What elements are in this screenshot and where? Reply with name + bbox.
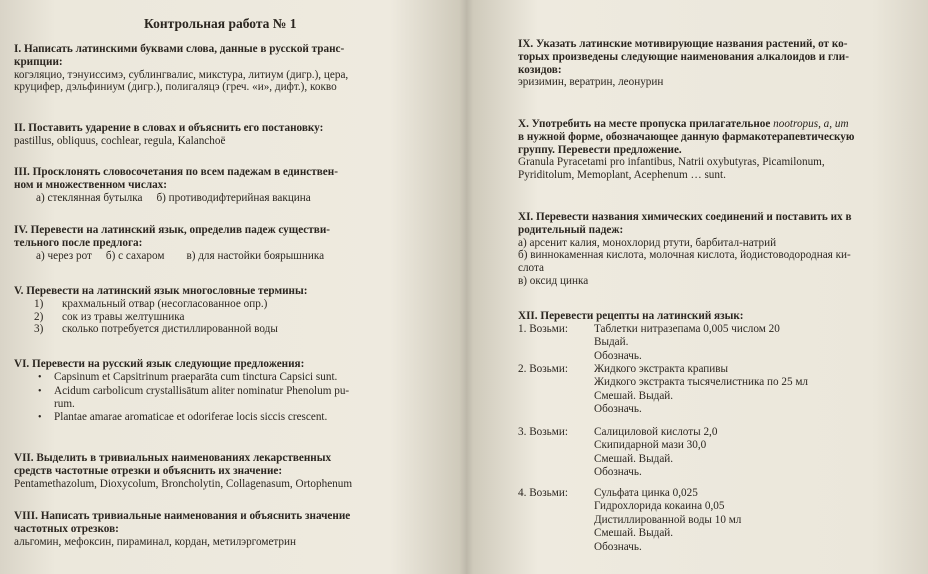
task-10-sentence-line1: Granula Pyracetami pro infantibus, Natrii oxybutyras, Picamilonum, xyxy=(518,156,825,169)
task-7-heading: VII. Выделить в тривиальных наименованиях лекарственных xyxy=(14,452,332,464)
task-7 xyxy=(14,452,446,490)
task-12-heading-block xyxy=(518,310,922,323)
prescription-2: 2. Возьми: Жидкого экстракта крапивы Жидкого экстракта тысячелистника по 25 мл Смешай. Выдай. Обозначь. xyxy=(518,363,809,416)
task-4 xyxy=(14,224,446,262)
task-3 xyxy=(14,166,446,204)
task-3-item-a: а) стеклянная бутылка xyxy=(36,191,143,204)
task-10-sentence-line2: Pyriditolum, Memoplant, Acephenum … sunt. xyxy=(518,169,726,182)
task-5-item-3: 3) сколько потребуется дистиллированной воды xyxy=(34,323,278,336)
prescription-3-label: 3. Возьми: xyxy=(518,426,568,438)
right-page xyxy=(518,0,922,574)
prescription-2-label: 2. Возьми: xyxy=(518,363,568,375)
task-10-heading-cont2: группу. Перевести предложение. xyxy=(518,143,682,156)
task-11-heading: XI. Перевести названия химических соединений и поставить их в xyxy=(518,211,852,223)
task-1-words-line2: круцифер, дэльфиниум (дигр.), полигаляцэ (греч. «и», дифт.), кокво xyxy=(14,81,337,94)
prescription-3: 3. Возьми: Салициловой кислоты 2,0 Скипидарной мази 30,0 Смешай. Выдай. Обозначь. xyxy=(518,426,718,479)
task-11-heading-cont: родительный падеж: xyxy=(518,223,624,236)
task-4-item-b: б) с сахаром xyxy=(105,249,165,262)
task-8-heading-cont: частотных отрезков: xyxy=(14,522,119,535)
task-9-heading-cont2: козидов: xyxy=(518,63,562,76)
task-7-words: Pentamethazolum, Dioxycolum, Broncholytin, Collagenasum, Ortophenum xyxy=(14,477,353,490)
bullet-icon: • xyxy=(38,371,42,383)
task-9-heading: IX. Указать латинские мотивирующие названия растений, от ко- xyxy=(518,38,848,50)
task-9 xyxy=(518,38,922,89)
task-6-item-2-cont: rum. xyxy=(54,398,75,411)
task-11 xyxy=(518,211,922,288)
task-6-heading: VI. Перевести на русский язык следующие предложения: xyxy=(14,358,305,370)
task-5-item-1: 1) крахмальный отвар (несогласованное опр.) xyxy=(34,297,268,310)
prescription-1-label: 1. Возьми: xyxy=(518,323,568,335)
task-10-heading-cont: в нужной форме, обозначающее данную фармакотерапевтическую xyxy=(518,130,855,143)
task-1 xyxy=(14,43,446,94)
task-6-item-1: • Capsinum et Capsitrinum praeparāta cum tinctura Capsici sunt. xyxy=(38,370,338,383)
task-10 xyxy=(518,118,922,182)
task-12-heading: XII. Перевести рецепты на латинский язык: xyxy=(518,310,744,322)
task-1-heading-cont: крипции: xyxy=(14,55,63,68)
task-11-item-a: а) арсенит калия, монохлорид ртути, барбитал-натрий xyxy=(518,236,777,249)
prescription-4-label: 4. Возьми: xyxy=(518,487,568,499)
task-3-item-b: б) противодифтерийная вакцина xyxy=(156,191,311,204)
task-4-heading: IV. Перевести на латинский язык, определив падеж существи- xyxy=(14,224,330,236)
task-5-heading: V. Перевести на латинский язык многословные термины: xyxy=(14,285,308,297)
task-11-item-c: в) оксид цинка xyxy=(518,274,589,287)
task-6-item-2: • Acidum carbolicum crystallisātum aliter nominatur Phenolum pu- xyxy=(38,384,350,397)
task-2-words: pastillus, obliquus, cochlear, regula, Kalanchoë xyxy=(14,134,226,147)
task-3-items xyxy=(14,192,446,205)
task-4-items xyxy=(14,250,446,263)
bullet-icon: • xyxy=(38,385,42,397)
task-8-words: альгомин, мефоксин, пираминал, кордан, метилэргометрин xyxy=(14,535,297,548)
task-3-heading-cont: ном и множественном числах: xyxy=(14,178,168,191)
task-6-item-3: • Plantae amarae aromaticae et odoriferae locis siccis crescent. xyxy=(38,411,328,424)
page-title: Контрольная работа № 1 xyxy=(144,16,297,31)
task-4-item-a: а) через рот xyxy=(36,249,92,262)
task-9-heading-cont: торых произведены следующие наименования алкалоидов и гли- xyxy=(518,50,849,63)
task-11-item-b: б) виннокаменная кислота, молочная кислота, йодистоводородная ки- xyxy=(518,249,851,262)
task-3-heading: III. Просклонять словосочетания по всем падежам в единствен- xyxy=(14,166,338,178)
task-8 xyxy=(14,510,446,548)
task-10-adjective: nootropus, a, um xyxy=(773,118,849,130)
task-1-heading: I. Написать латинскими буквами слова, данные в русской транс- xyxy=(14,43,345,55)
task-7-heading-cont: средств частотные отрезки и объяснить их значение: xyxy=(14,464,283,477)
task-9-words: эризимин, вератрин, леонурин xyxy=(518,76,664,89)
prescription-4: 4. Возьми: Сульфата цинка 0,025 Гидрохлорида кокаина 0,05 Дистиллированной воды 10 мл Смешай. Выдай. Обозначь. xyxy=(518,487,742,553)
task-2-heading: II. Поставить ударение в словах и объяснить его постановку: xyxy=(14,122,324,134)
task-5-item-2: 2) сок из травы желтушника xyxy=(34,310,185,323)
task-6 xyxy=(14,358,446,425)
prescription-1: 1. Возьми: Таблетки нитразепама 0,005 числом 20 Выдай. Обозначь. xyxy=(518,323,780,362)
task-8-heading: VIII. Написать тривиальные наименования и объяснить значение xyxy=(14,510,351,522)
left-page xyxy=(14,0,446,574)
task-11-item-b-cont: слота xyxy=(518,262,544,275)
task-10-heading: X. Употребить на месте пропуска прилагательное nootropus, a, um xyxy=(518,118,849,130)
task-4-item-c: в) для настойки боярышника xyxy=(186,249,325,262)
task-5 xyxy=(14,285,446,336)
task-4-heading-cont: тельного после предлога: xyxy=(14,236,143,249)
task-2 xyxy=(14,122,446,148)
task-1-words-line1: когэляцио, тэнуиссимэ, сублингвалис, микстура, литиум (дигр.), цера, xyxy=(14,68,349,81)
bullet-icon: • xyxy=(38,412,42,424)
